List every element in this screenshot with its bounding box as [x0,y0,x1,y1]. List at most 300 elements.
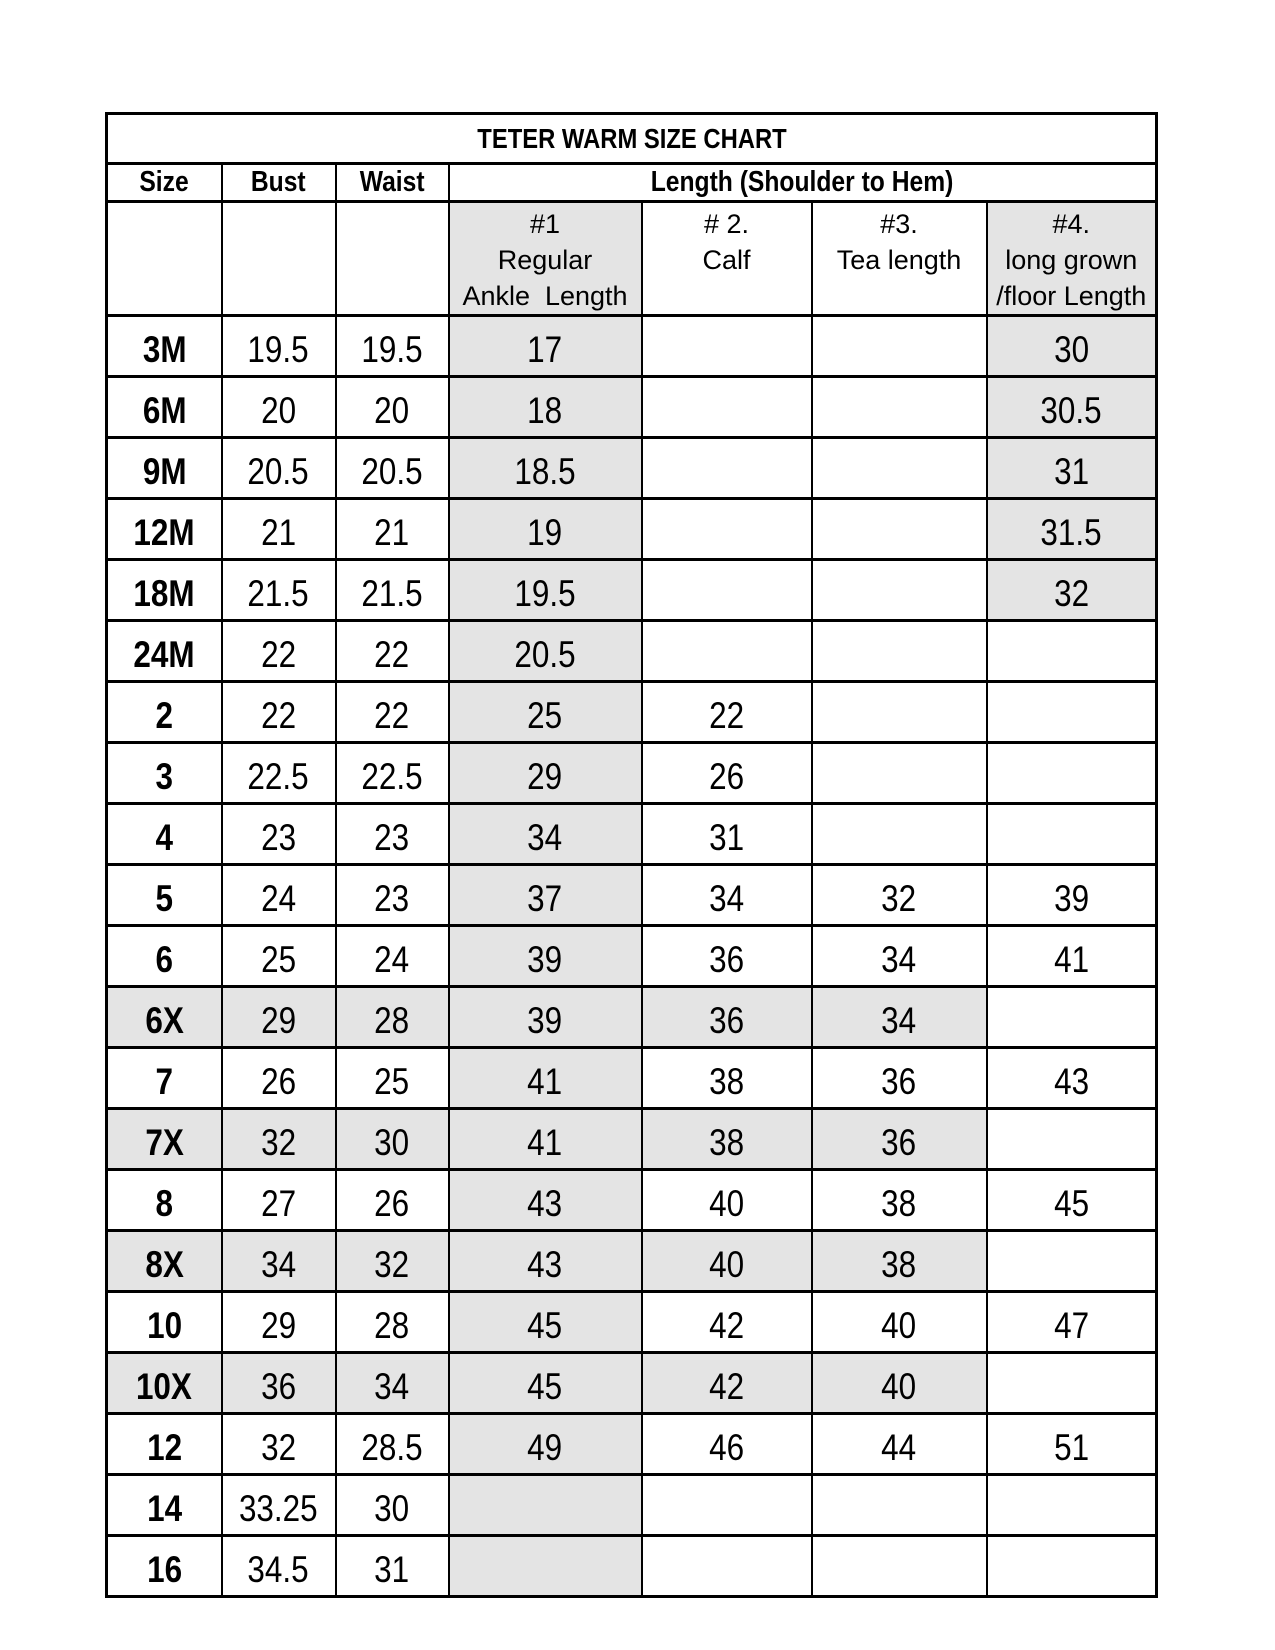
cell-value: 43 [527,1244,563,1285]
length-option-4-header [987,202,1157,316]
size-cell [107,804,222,865]
bust-cell [222,1475,336,1536]
bust-cell [222,1048,336,1109]
size-cell [107,1475,222,1536]
cell-value: 38 [709,1061,744,1102]
header-line: /floor Length [996,281,1147,311]
cell-value: 21 [261,512,296,553]
cell-value: 32 [881,878,917,919]
calf-length-cell [642,743,812,804]
cell-value: 43 [1053,1061,1089,1102]
cell-value: 21.5 [361,573,423,614]
ankle-length-cell [449,1231,642,1292]
bust-cell [222,1414,336,1475]
cell-value: 33.25 [239,1488,318,1529]
floor-length-cell [987,438,1157,499]
calf-length-cell [642,1536,812,1597]
cell-value: 22 [374,634,410,675]
subheader-empty-waist [336,202,449,316]
waist-cell [336,560,449,621]
cell-value: 34 [374,1366,410,1407]
cell-value: 30 [1053,329,1089,370]
waist-cell [336,1475,449,1536]
floor-length-cell [987,1536,1157,1597]
floor-length-cell [987,1475,1157,1536]
size-cell [107,926,222,987]
cell-value: 18M [133,573,195,614]
table-row [107,1048,1157,1109]
column-header-size: Size [107,164,222,202]
cell-value: 21 [374,512,410,553]
cell-value: 3M [142,329,187,370]
ankle-length-cell [449,1170,642,1231]
cell-value: 31 [709,817,744,858]
cell-value: 36 [881,1061,917,1102]
bust-cell [222,377,336,438]
cell-value: 34.5 [247,1549,310,1590]
waist-cell [336,1109,449,1170]
column-header-waist: Waist [336,164,449,202]
cell-value: 34 [709,878,744,919]
table-row [107,621,1157,682]
cell-value: 22 [709,695,744,736]
cell-value: 31.5 [1040,512,1102,553]
bust-cell [222,1353,336,1414]
calf-length-cell [642,1353,812,1414]
column-header-bust: Bust [222,164,336,202]
table-row [107,1170,1157,1231]
cell-value: 9M [142,451,187,492]
table-title [107,114,1157,164]
ankle-length-cell [449,316,642,377]
header-line: #4. [1052,209,1091,239]
table-row [107,1292,1157,1353]
cell-value: 42 [709,1305,744,1346]
cell-value: 25 [527,695,563,736]
cell-value: 39 [527,1000,563,1041]
tea-length-cell [812,499,987,560]
floor-length-cell [987,316,1157,377]
calf-length-cell [642,804,812,865]
bust-cell [222,1109,336,1170]
tea-length-cell [812,1292,987,1353]
floor-length-cell [987,1048,1157,1109]
table-row [107,987,1157,1048]
size-cell [107,377,222,438]
calf-length-cell [642,316,812,377]
cell-value: 23 [374,817,410,858]
waist-cell [336,1170,449,1231]
cell-value: 38 [881,1244,917,1285]
tea-length-cell [812,1536,987,1597]
bust-cell [222,560,336,621]
table-row [107,926,1157,987]
floor-length-cell [987,1414,1157,1475]
waist-cell [336,1048,449,1109]
cell-value: 41 [527,1122,563,1163]
cell-value: 41 [1053,939,1089,980]
cell-value: 23 [261,817,296,858]
cell-value: 19.5 [361,329,423,370]
bust-cell [222,1170,336,1231]
calf-length-cell [642,682,812,743]
tea-length-cell [812,1109,987,1170]
ankle-length-cell [449,377,642,438]
tea-length-cell [812,377,987,438]
table-row [107,1414,1157,1475]
ankle-length-cell [449,1475,642,1536]
ankle-length-cell [449,682,642,743]
bust-cell [222,1292,336,1353]
waist-cell [336,377,449,438]
cell-value: 24M [133,634,195,675]
cell-value: 22 [261,634,296,675]
cell-value: 34 [881,939,917,980]
bust-cell [222,1536,336,1597]
cell-value: 22.5 [361,756,423,797]
cell-value: 7 [155,1061,173,1102]
length-option-3-header [812,202,987,316]
calf-length-cell [642,1292,812,1353]
table-row [107,743,1157,804]
cell-value: 20.5 [514,634,576,675]
table-row [107,1109,1157,1170]
tea-length-cell [812,1231,987,1292]
floor-length-cell [987,499,1157,560]
ankle-length-cell [449,499,642,560]
cell-value: 49 [527,1427,563,1468]
cell-value: 42 [709,1366,744,1407]
waist-cell [336,316,449,377]
cell-value: 20 [374,390,410,431]
floor-length-cell [987,621,1157,682]
title-row [107,114,1157,164]
cell-value: 17 [527,329,563,370]
bust-cell [222,316,336,377]
cell-value: 32 [374,1244,410,1285]
cell-value: 19.5 [247,329,310,370]
cell-value: 40 [881,1366,917,1407]
calf-length-cell [642,1048,812,1109]
cell-value: 32 [261,1122,296,1163]
table-row [107,499,1157,560]
ankle-length-cell [449,621,642,682]
cell-value: 29 [261,1000,296,1041]
floor-length-cell [987,926,1157,987]
table-row [107,438,1157,499]
cell-value: 41 [527,1061,563,1102]
size-cell [107,499,222,560]
waist-cell [336,987,449,1048]
cell-value: 36 [709,1000,744,1041]
table-row [107,682,1157,743]
waist-cell [336,1414,449,1475]
cell-value: 34 [261,1244,296,1285]
floor-length-cell [987,1353,1157,1414]
cell-value: 36 [881,1122,917,1163]
cell-value: 24 [261,878,296,919]
cell-value: 39 [1053,878,1089,919]
length-option-2-header [642,202,812,316]
cell-value: 29 [261,1305,296,1346]
cell-value: 51 [1053,1427,1089,1468]
cell-value: 40 [709,1244,744,1285]
bust-cell [222,438,336,499]
tea-length-cell [812,865,987,926]
header-line: Tea length [836,245,962,275]
header-line: #1 [529,209,561,239]
calf-length-cell [642,865,812,926]
table-row [107,560,1157,621]
cell-value: 6X [145,1000,184,1041]
cell-value: 10 [146,1305,182,1346]
calf-length-cell [642,1475,812,1536]
tea-length-cell [812,1170,987,1231]
size-cell [107,316,222,377]
cell-value: 28 [374,1000,410,1041]
cell-value: 23 [374,878,410,919]
length-option-1-header [449,202,642,316]
table-row [107,865,1157,926]
ankle-length-cell [449,1109,642,1170]
waist-cell [336,1231,449,1292]
table-row [107,804,1157,865]
cell-value: 12M [133,512,195,553]
cell-value: 31 [1053,451,1089,492]
cell-value: 44 [881,1427,917,1468]
cell-value: 40 [709,1183,744,1224]
cell-value: 8 [155,1183,173,1224]
cell-value: 29 [527,756,563,797]
header-row [107,164,1157,202]
ankle-length-cell [449,1353,642,1414]
cell-value: 34 [527,817,563,858]
waist-cell [336,1292,449,1353]
cell-value: 20.5 [361,451,423,492]
ankle-length-cell [449,1292,642,1353]
cell-value: 24 [374,939,410,980]
ankle-length-cell [449,926,642,987]
waist-cell [336,743,449,804]
ankle-length-cell [449,743,642,804]
size-chart-table [105,112,1158,1598]
table-row [107,377,1157,438]
tea-length-cell [812,438,987,499]
cell-value: 26 [709,756,744,797]
tea-length-cell [812,621,987,682]
subheader-empty-bust [222,202,336,316]
cell-value: 32 [1053,573,1089,614]
cell-value: 30 [374,1488,410,1529]
ankle-length-cell [449,804,642,865]
calf-length-cell [642,377,812,438]
cell-value: 19.5 [514,573,576,614]
cell-value: 37 [527,878,563,919]
cell-value: 38 [881,1183,917,1224]
cell-value: 4 [155,817,173,858]
cell-value: 21.5 [247,573,310,614]
calf-length-cell [642,1109,812,1170]
cell-value: 28 [374,1305,410,1346]
tea-length-cell [812,560,987,621]
waist-cell [336,1353,449,1414]
waist-cell [336,438,449,499]
waist-cell [336,621,449,682]
cell-value: 31 [374,1549,410,1590]
table-row [107,316,1157,377]
size-cell [107,1048,222,1109]
tea-length-cell [812,1414,987,1475]
size-cell [107,743,222,804]
cell-value: 47 [1053,1305,1089,1346]
tea-length-cell [812,316,987,377]
cell-value: 22 [261,695,296,736]
tea-length-cell [812,682,987,743]
tea-length-cell [812,987,987,1048]
cell-value: 45 [1053,1183,1089,1224]
cell-value: 22 [374,695,410,736]
cell-value: 26 [374,1183,410,1224]
bust-cell [222,865,336,926]
tea-length-cell [812,926,987,987]
size-cell [107,560,222,621]
calf-length-cell [642,499,812,560]
tea-length-cell [812,743,987,804]
subheader-row [107,202,1157,316]
size-cell [107,1292,222,1353]
cell-value: 18 [527,390,563,431]
floor-length-cell [987,804,1157,865]
header-line: #3. [880,209,918,239]
tea-length-cell [812,1353,987,1414]
bust-cell [222,682,336,743]
floor-length-cell [987,682,1157,743]
waist-cell [336,804,449,865]
calf-length-cell [642,621,812,682]
cell-value: 45 [527,1366,563,1407]
ankle-length-cell [449,560,642,621]
floor-length-cell [987,987,1157,1048]
bust-cell [222,1231,336,1292]
floor-length-cell [987,1170,1157,1231]
bust-cell [222,926,336,987]
cell-value: 28.5 [361,1427,423,1468]
cell-value: 30.5 [1040,390,1102,431]
cell-value: 6 [155,939,173,980]
calf-length-cell [642,1231,812,1292]
floor-length-cell [987,1231,1157,1292]
cell-value: 16 [146,1549,182,1590]
column-header-length-group: Length (Shoulder to Hem) [449,164,1157,202]
ankle-length-cell [449,1536,642,1597]
table-body [107,316,1157,1597]
floor-length-cell [987,743,1157,804]
ankle-length-cell [449,1414,642,1475]
header-line: long grown [1005,245,1138,275]
cell-value: 25 [374,1061,410,1102]
size-cell [107,1109,222,1170]
cell-value: 36 [261,1366,296,1407]
size-cell [107,1536,222,1597]
cell-value: 6M [142,390,187,431]
calf-length-cell [642,1170,812,1231]
bust-cell [222,987,336,1048]
cell-value: 14 [146,1488,182,1529]
cell-value: 40 [881,1305,917,1346]
cell-value: 22.5 [247,756,310,797]
waist-cell [336,926,449,987]
table-row [107,1536,1157,1597]
cell-value: 46 [709,1427,744,1468]
bust-cell [222,804,336,865]
bust-cell [222,743,336,804]
waist-cell [336,682,449,743]
table-row [107,1231,1157,1292]
size-cell [107,1231,222,1292]
ankle-length-cell [449,987,642,1048]
waist-cell [336,1536,449,1597]
cell-value: 19 [527,512,563,553]
calf-length-cell [642,1414,812,1475]
ankle-length-cell [449,865,642,926]
cell-value: 27 [261,1183,296,1224]
size-cell [107,621,222,682]
calf-length-cell [642,987,812,1048]
cell-value: 3 [155,756,173,797]
size-cell [107,1414,222,1475]
floor-length-cell [987,377,1157,438]
floor-length-cell [987,1292,1157,1353]
header-line: Ankle Length [462,281,628,311]
floor-length-cell [987,560,1157,621]
header-line: Regular [497,245,593,275]
cell-value: 7X [145,1122,184,1163]
floor-length-cell [987,1109,1157,1170]
size-cell [107,1353,222,1414]
cell-value: 34 [881,1000,917,1041]
cell-value: 20.5 [247,451,310,492]
bust-cell [222,499,336,560]
size-cell [107,987,222,1048]
size-cell [107,865,222,926]
size-cell [107,438,222,499]
calf-length-cell [642,926,812,987]
header-line: Calf [702,245,751,275]
cell-value: 2 [155,695,173,736]
cell-value: 38 [709,1122,744,1163]
cell-value: 25 [261,939,296,980]
cell-value: 32 [261,1427,296,1468]
cell-value: 43 [527,1183,563,1224]
cell-value: 45 [527,1305,563,1346]
size-cell [107,1170,222,1231]
cell-value: 12 [146,1427,182,1468]
bust-cell [222,621,336,682]
subheader-empty-size [107,202,222,316]
table-row [107,1353,1157,1414]
header-line: # 2. [703,209,750,239]
calf-length-cell [642,560,812,621]
floor-length-cell [987,865,1157,926]
ankle-length-cell [449,1048,642,1109]
cell-value: 20 [261,390,296,431]
cell-value: 18.5 [514,451,576,492]
cell-value: 10X [136,1366,193,1407]
cell-value: 30 [374,1122,410,1163]
size-cell [107,682,222,743]
table-title-text: TETER WARM SIZE CHART [476,122,787,154]
cell-value: 36 [709,939,744,980]
